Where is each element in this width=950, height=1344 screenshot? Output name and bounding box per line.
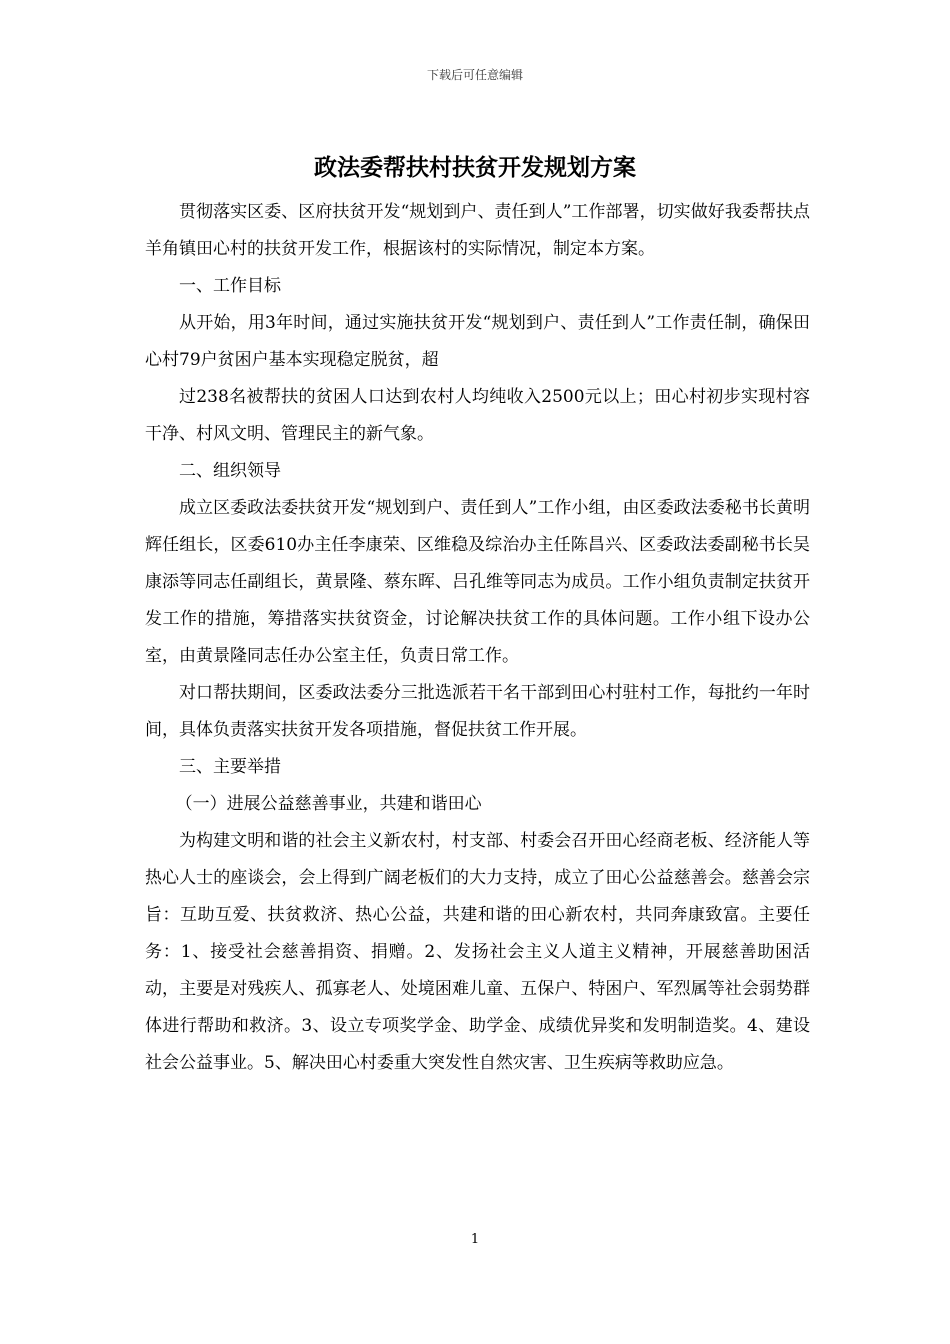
page-number: 1 [470,1232,480,1247]
leadership-paragraph-1: 成立区委政法委扶贫开发“规划到户、责任到人”工作小组，由区委政法委秘书长黄明辉任组长，区委610办主任李康荣、区维稳及综治办主任陈昌兴、区委政法委副秘书长吴康添等同志任副组长，黄景隆、蔡东晖、吕孔维等同志为成员。工作小组负责制定扶贫开发工作的措施，筹措落实扶贫资金，讨论解决扶贫工作的具体问题。工作小组下设办公室，由黄景隆同志任办公室主任，负责日常工作。 [145,498,810,666]
document-title: 政法委帮扶村扶贫开发规划方案 [314,154,636,181]
section-heading-leadership: 二、组织领导 [179,461,281,481]
goals-paragraph-1: 从开始，用3年时间，通过实施扶贫开发“规划到户、责任到人”工作责任制，确保田心村79户贫困户基本实现稳定脱贫，超 [145,313,810,370]
document-body [145,194,810,1082]
intro-paragraph: 贯彻落实区委、区府扶贫开发“规划到户、责任到人”工作部署，切实做好我委帮扶点羊角镇田心村的扶贫开发工作，根据该村的实际情况，制定本方案。 [145,202,810,259]
leadership-paragraph-2: 对口帮扶期间，区委政法委分三批选派若干名干部到田心村驻村工作，每批约一年时间，具体负责落实扶贫开发各项措施，督促扶贫工作开展。 [145,683,810,740]
subsection-heading-charity: （一）进展公益慈善事业，共建和谐田心 [175,794,482,814]
goals-paragraph-2: 过238名被帮扶的贫困人口达到农村人均纯收入2500元以上；田心村初步实现村容干净、村风文明、管理民主的新气象。 [145,387,810,444]
section-heading-measures: 三、主要举措 [179,757,281,777]
header-note: 下载后可任意编辑 [426,68,523,82]
charity-paragraph: 为构建文明和谐的社会主义新农村，村支部、村委会召开田心经商老板、经济能人等热心人士的座谈会，会上得到广阔老板们的大力支持，成立了田心公益慈善会。慈善会宗旨：互助互爱、扶贫救济、热心公益，共建和谐的田心新农村，共同奔康致富。主要任务：1、接受社会慈善捐资、捐赠。2、发扬社会主义人道主义精神，开展慈善助困活动，主要是对残疾人、孤寡老人、处境困难儿童、五保户、特困户、军烈属等社会弱势群体进行帮助和救济。3、设立专项奖学金、助学金、成绩优异奖和发明制造奖。4、建设社会公益事业。5、解决田心村委重大突发性自然灾害、卫生疾病等救助应急。 [145,831,810,1073]
section-heading-goals: 一、工作目标 [179,276,281,296]
